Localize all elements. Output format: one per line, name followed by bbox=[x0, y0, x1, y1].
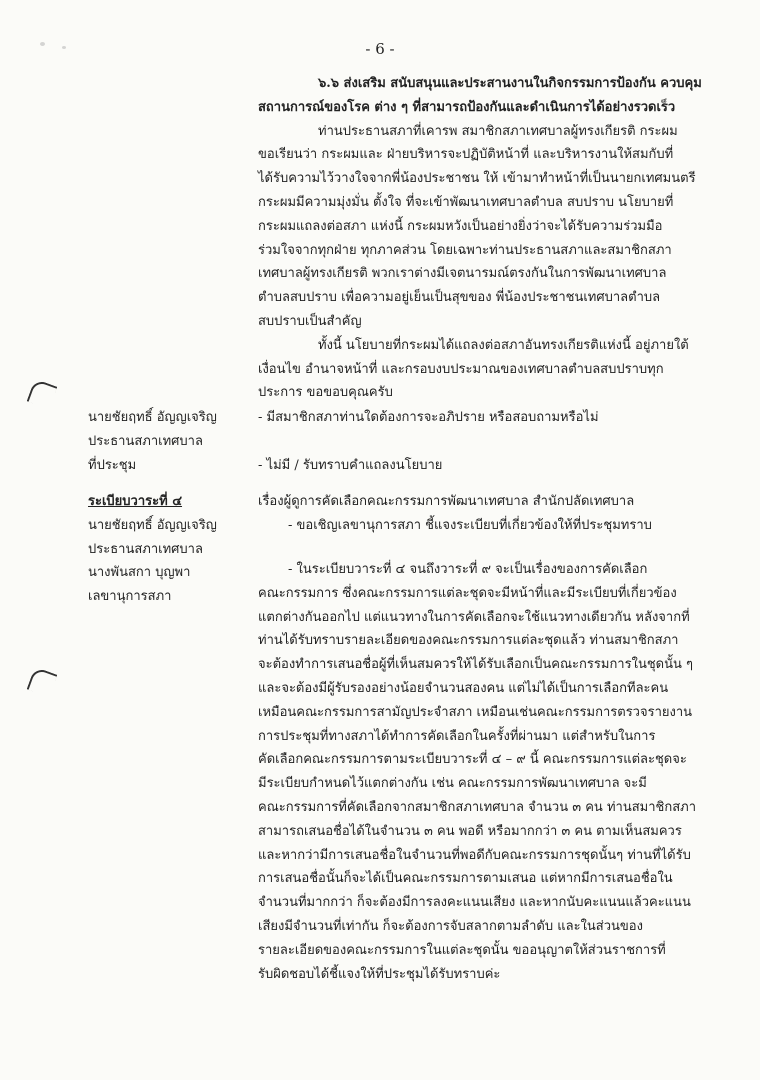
agenda-speaker-role: ประธานสภาเทศบาล bbox=[88, 541, 203, 557]
agenda-para-line: และหากว่ามีการเสนอชื่อในจำนวนที่พอดีกับคณะกรรมการชุดนั้นๆ ท่านที่ได้รับ bbox=[258, 847, 691, 863]
agenda-title: เรื่องผู้ดูการคัดเลือกคณะกรรมการพัฒนาเทศบาล สำนักปลัดเทศบาล bbox=[258, 494, 635, 509]
agenda-para-line: การเสนอชื่อนั้นก็จะได้เป็นคณะกรรมการตามเสนอ แต่หากมีการเสนอชื่อใน bbox=[258, 871, 673, 887]
agenda-para-line: รับผิดชอบได้ชี้แจงให้ที่ประชุมได้รับทราบค่ะ bbox=[258, 966, 501, 982]
punch-hole-mark bbox=[27, 379, 58, 410]
agenda-para-line: การประชุมที่ทางสภาได้ทำการคัดเลือกในครั้งที่ผ่านมา แต่สำหรับในการ bbox=[258, 728, 656, 744]
para2-line: เงื่อนไข อำนาจหน้าที่ และกรอบงบประมาณของเทศบาลตำบลสบปราบทุก bbox=[258, 361, 664, 377]
agenda-para-line: มีระเบียบกำหนดไว้แตกต่างกัน เช่น คณะกรรมการพัฒนาเทศบาล จะมี bbox=[258, 776, 647, 792]
agenda-para-line: คณะกรรมการที่คัดเลือกจากสมาชิกสภาเทศบาล จำนวน ๓ คน ท่านสมาชิกสภา bbox=[258, 799, 697, 815]
agenda-explanation bbox=[258, 558, 706, 986]
agenda-secretary-name: นางพันสกา บุญพา bbox=[88, 565, 191, 581]
agenda-left-block bbox=[88, 490, 248, 609]
para2 bbox=[258, 334, 706, 405]
agenda-para-line: - ในระเบียบวาระที่ ๔ จนถึงวาระที่ ๙ จะเป็นเรื่องของการคัดเลือก bbox=[288, 562, 648, 577]
para2-line: ทั้งนี้ นโยบายที่กระผมได้แถลงต่อสภาอันทรงเกียรติแห่งนี้ อยู่ภายใต้ bbox=[318, 337, 689, 353]
para1-line: กระผมแถลงต่อสภา แห่งนี้ กระผมหวังเป็นอย่างยิ่งว่าจะได้รับความร่วมมือ bbox=[258, 218, 663, 234]
speaker1-text bbox=[258, 406, 706, 477]
para1-line: ตำบลสบปราบ เพื่อความอยู่เย็นเป็นสุขของ พี่น้องประชาชนเทศบาลตำบล bbox=[258, 290, 661, 306]
para1-line: ได้รับความไว้วางใจจากพี่น้องประชาชน ให้ เข้ามาทำหน้าที่เป็นนายกเทศมนตรี bbox=[258, 171, 696, 187]
agenda-para-line: และจะต้องมีผู้รับรองอย่างน้อยจำนวนสองคน แต่ไม่ได้เป็นการเลือกทีละคน bbox=[258, 680, 669, 696]
agenda-para-line: คัดเลือกคณะกรรมการตามระเบียบวาระที่ ๔ – ๙ นี้ คณะกรรมการแต่ละชุดจะ bbox=[258, 752, 687, 768]
para1-line: ขอเรียนว่า กระผมและ ฝ่ายบริหารจะปฏิบัติหน้าที่ และบริหารงานให้สมกับที่ bbox=[258, 147, 674, 163]
speaker1-block bbox=[88, 406, 248, 477]
speaker1-response: - ไม่มี / รับทราบคำแถลงนโยบาย bbox=[258, 457, 443, 473]
agenda-invite: - ขอเชิญเลขานุการสภา ชี้แจงระเบียบที่เกี่ยวข้องให้ที่ประชุมทราบ bbox=[288, 518, 652, 533]
page-number: - 6 - bbox=[365, 40, 395, 58]
para1-line: ร่วมใจจากทุกฝ่าย ทุกภาคส่วน โดยเฉพาะท่านประธานสภาและสมาชิกสภา bbox=[258, 242, 672, 258]
agenda-para-line: เสียงมีจำนวนที่เท่ากัน ก็จะต้องการจับสลากตามลำดับ และในส่วนของ bbox=[258, 918, 643, 934]
para1 bbox=[258, 120, 706, 334]
agenda-para-line: จะต้องทำการเสนอชื่อผู้ที่เห็นสมควรให้ได้รับเลือกเป็นคณะกรรมการในชุดนั้น ๆ bbox=[258, 657, 693, 673]
policy-section bbox=[258, 72, 706, 405]
para1-line: สบปราบเป็นสำคัญ bbox=[258, 313, 362, 329]
agenda-para-line: เหมือนคณะกรรมการสามัญประจำสภา เหมือนเช่นคณะกรรมการตรวจรายงาน bbox=[258, 704, 693, 720]
agenda-para-line: แตกต่างกันออกไป แต่แนวทางในการคัดเลือกจะใช้แนวทางเดียวกัน หลังจากที่ bbox=[258, 609, 690, 625]
item-6-6-line1: ๖.๖ ส่งเสริม สนับสนุนและประสานงานในกิจกรรมการป้องกัน ควบคุม bbox=[318, 76, 702, 91]
para2-line: ประการ ขอขอบคุณครับ bbox=[258, 385, 393, 401]
agenda-para-line: คณะกรรมการ ซึ่งคณะกรรมการแต่ละชุดจะมีหน้าที่และมีระเบียบที่เกี่ยวข้อง bbox=[258, 585, 677, 601]
speaker1-role: ประธานสภาเทศบาล bbox=[88, 433, 203, 449]
agenda-para-line: รายละเอียดของคณะกรรมการในแต่ละชุดนั้น ขออนุญาตให้ส่วนราชการที่ bbox=[258, 942, 666, 958]
item-6-6-line2: สถานการณ์ของโรค ต่าง ๆ ที่สามารถป้องกันและดำเนินการได้อย่างรวดเร็ว bbox=[258, 99, 676, 115]
agenda-speaker-name: นายชัยฤทธิ์ อัญญเจริญ bbox=[88, 517, 217, 533]
agenda-invite-block bbox=[258, 514, 706, 538]
punch-hole-mark bbox=[27, 667, 58, 698]
speaker1-name: นายชัยฤทธิ์ อัญญเจริญ bbox=[88, 410, 217, 425]
para1-line: ท่านประธานสภาที่เคารพ สมาชิกสภาเทศบาลผู้ทรงเกียรติ กระผม bbox=[318, 123, 678, 139]
para1-line: กระผมมีความมุ่งมั่น ตั้งใจ ที่จะเข้าพัฒนาเทศบาลตำบล สบปราบ นโยบายที่ bbox=[258, 194, 674, 210]
agenda-para-line: ท่านได้รับทราบรายละเอียดของคณะกรรมการแต่ละชุดแล้ว ท่านสมาชิกสภา bbox=[258, 633, 679, 649]
agenda-para-line: จำนวนที่มากกว่า ก็จะต้องมีการลงคะแนนเสียง และหากนับคะแนนแล้วคะแนน bbox=[258, 895, 691, 911]
agenda-label: ระเบียบวาระที่ ๔ bbox=[88, 494, 183, 509]
speaker1-question: - มีสมาชิกสภาท่านใดต้องการจะอภิปราย หรือสอบถามหรือไม่ bbox=[258, 410, 599, 425]
agenda-secretary-role: เลขานุการสภา bbox=[88, 589, 172, 605]
para1-line: เทศบาลผู้ทรงเกียรติ พวกเราต่างมีเจตนารมณ์ตรงกันในการพัฒนาเทศบาล bbox=[258, 266, 667, 282]
speaker1-extra: ที่ประชุม bbox=[88, 457, 137, 473]
agenda-para-line: สามารถเสนอชื่อได้ในจำนวน ๓ คน พอดี หรือมากกว่า ๓ คน ตามเห็นสมควร bbox=[258, 823, 682, 839]
